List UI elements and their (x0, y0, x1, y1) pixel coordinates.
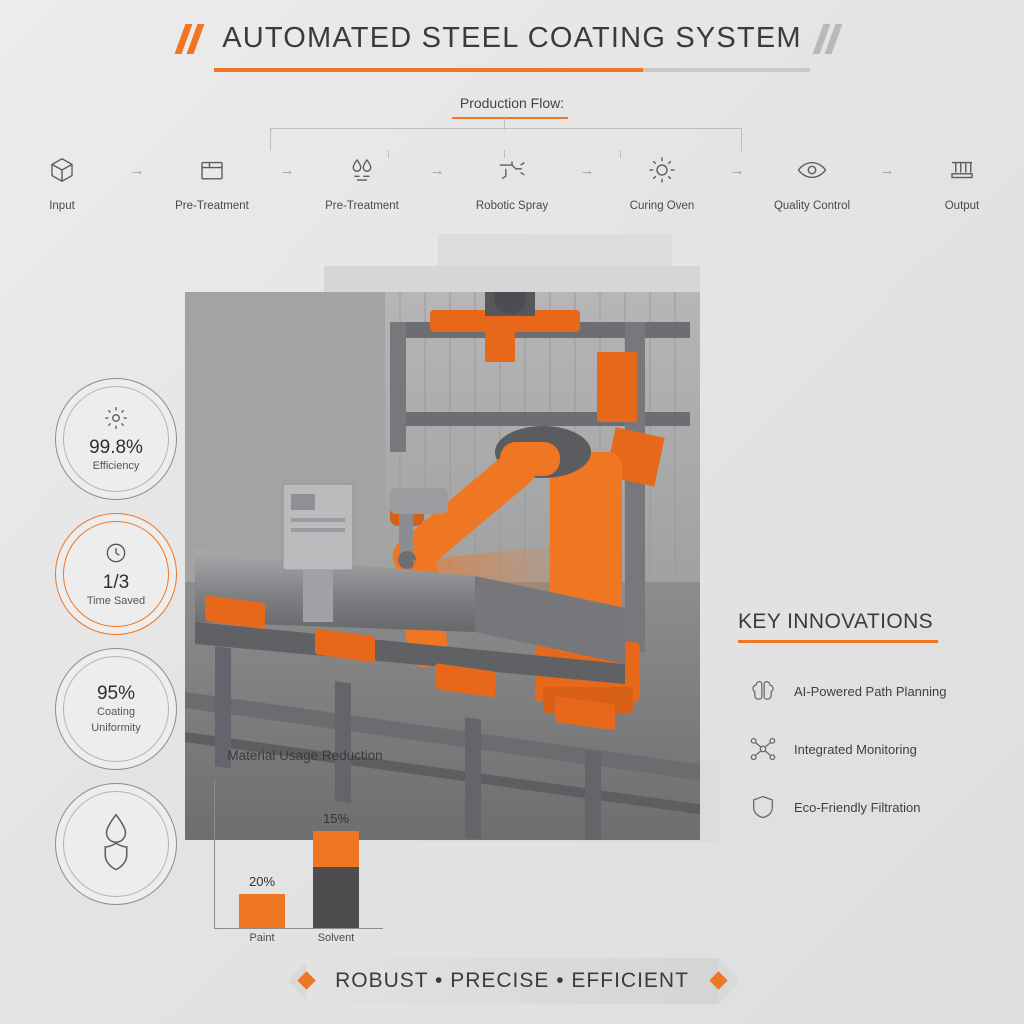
kpi-coating-uniformity (55, 648, 177, 770)
chart-axes (214, 780, 383, 944)
brain-icon (746, 677, 780, 705)
kpi-caption: Time Saved (86, 595, 146, 608)
slash-accent-left-icon (178, 24, 208, 54)
flow-step-label: Pre-Treatment (325, 200, 399, 212)
production-flow (0, 150, 1024, 212)
flow-bracket (270, 128, 742, 151)
kpi-caption-line1: Coating (97, 705, 135, 718)
sun-icon (604, 150, 720, 190)
key-innovations-underline (738, 640, 938, 643)
flow-arrow: → (729, 161, 745, 179)
flow-step-pretreatment-1[interactable] (154, 150, 270, 212)
flow-step-label: Output (944, 200, 980, 212)
spray-gun-icon (454, 150, 570, 190)
kpi-ring (63, 521, 169, 627)
flow-title: Production Flow: (459, 95, 565, 111)
key-innovations-title: KEY INNOVATIONS (738, 610, 934, 633)
flow-arrow: → (279, 161, 295, 179)
chart-title: Material Usage Reduction (227, 748, 383, 763)
innovation-label: Integrated Monitoring (794, 741, 917, 757)
flow-step-output[interactable] (904, 150, 1020, 212)
kpi-caption: Efficiency (92, 460, 140, 473)
page-title: AUTOMATED STEEL COATING SYSTEM (222, 22, 802, 54)
innovation-label: AI-Powered Path Planning (794, 683, 947, 699)
flow-step-label: Pre-Treatment (175, 200, 249, 212)
kpi-ring (63, 386, 169, 492)
key-innovations-list (746, 662, 1006, 836)
title-underline (214, 68, 810, 72)
shield-icon (746, 793, 780, 821)
chart-bar-value: 20% (248, 874, 276, 889)
innovation-label: Eco-Friendly Filtration (794, 799, 921, 815)
flow-step-input[interactable] (4, 150, 120, 212)
kpi-value: 95% (96, 682, 136, 704)
flow-step-pretreatment-2[interactable] (304, 150, 420, 212)
slash-accent-right-icon (816, 24, 846, 54)
flow-step-label: Input (49, 200, 75, 212)
flow-arrow: → (879, 161, 895, 179)
kpi-caption-line2: Uniformity (91, 721, 141, 734)
chart-category-label: Solvent (317, 932, 355, 944)
chart-category-label: Paint (249, 932, 275, 944)
flow-bracket-stem (504, 118, 505, 130)
flow-step-label: Robotic Spray (475, 200, 549, 212)
chart-bar-value: 15% (322, 811, 350, 826)
network-icon (746, 735, 780, 763)
droplets-icon (304, 150, 420, 190)
eye-icon (754, 150, 870, 190)
kpi-value: 1/3 (102, 572, 130, 594)
flow-arrow: → (579, 161, 595, 179)
chart-bar-solvent (313, 811, 359, 928)
footer-tagline: ROBUST • PRECISE • EFFICIENT (335, 969, 689, 992)
kpi-efficiency (55, 378, 177, 500)
flow-step-label: Curing Oven (629, 200, 695, 212)
flow-step-quality-control[interactable] (754, 150, 870, 212)
innovation-item-integrated-monitoring[interactable] (746, 720, 1006, 778)
kpi-value: 99.8% (89, 437, 143, 459)
flow-arrow: → (129, 161, 145, 179)
innovation-item-ai-path-planning[interactable] (746, 662, 1006, 720)
flow-step-label: Quality Control (773, 200, 851, 212)
kpi-time-saved (55, 513, 177, 635)
kpi-eco-protection (55, 783, 177, 905)
kpi-ring (63, 656, 169, 762)
rack-icon (904, 150, 1020, 190)
flow-arrow: → (429, 161, 445, 179)
box-icon (4, 150, 120, 190)
chart-bar-paint (239, 874, 285, 928)
flow-title-underline (452, 117, 568, 119)
flow-step-curing-oven[interactable] (604, 150, 720, 212)
kpi-ring (63, 791, 169, 897)
title-block (0, 22, 1024, 59)
flow-step-robotic-spray[interactable] (454, 150, 570, 212)
innovation-item-eco-filtration[interactable] (746, 778, 1006, 836)
footer-banner (306, 958, 718, 1004)
package-icon (154, 150, 270, 190)
material-usage-chart (200, 748, 410, 944)
